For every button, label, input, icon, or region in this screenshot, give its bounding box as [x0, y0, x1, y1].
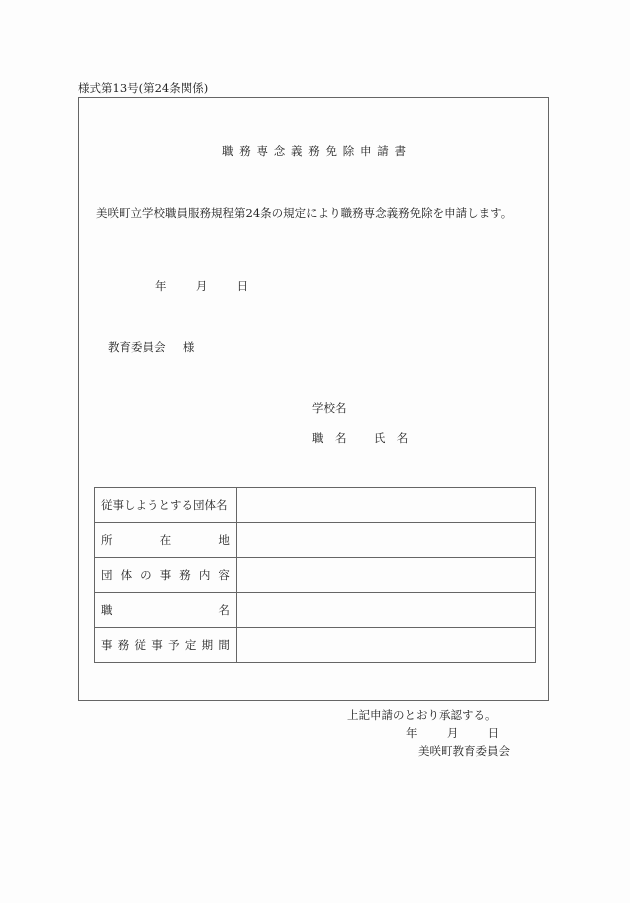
application-date — [155, 278, 248, 294]
job-title-field[interactable] — [236, 593, 535, 628]
organization-name-field[interactable] — [236, 488, 535, 523]
location-field[interactable] — [236, 523, 535, 558]
position-label: 職 名 — [312, 431, 347, 445]
approval-issuer: 美咲町教育委員会 — [418, 744, 510, 758]
month-label: 月 — [195, 279, 208, 293]
position-name-line — [312, 430, 408, 446]
table-row: 所 在 地 — [95, 523, 536, 558]
form-number: 様式第13号(第24条関係) — [78, 81, 209, 95]
table-row: 職 名 — [95, 593, 536, 628]
organization-info-table — [94, 487, 536, 663]
document-title: 職 務 専 念 義 務 免 除 申 請 書 — [222, 144, 406, 158]
service-period-field[interactable] — [236, 628, 535, 663]
approval-statement: 上記申請のとおり承認する。 — [347, 708, 497, 722]
school-name-label: 学校名 — [312, 401, 347, 415]
body-text: 美咲町立学校職員服務規程第24条の規定により職務専念義務免除を申請します。 — [96, 206, 513, 220]
day-label: 日 — [236, 279, 249, 293]
year-label: 年 — [155, 279, 167, 293]
table-row: 従事しようとする団体名 — [95, 488, 536, 523]
table-row: 団 体 の 事 務 内 容 — [95, 558, 536, 593]
name-label: 氏 名 — [373, 431, 409, 445]
business-content-field[interactable] — [236, 558, 535, 593]
table-row: 事 務 従 事 予 定 期 間 — [95, 628, 536, 663]
addressee: 教育委員会 様 — [108, 340, 195, 354]
approval-date: 年 月 日 — [406, 726, 500, 740]
